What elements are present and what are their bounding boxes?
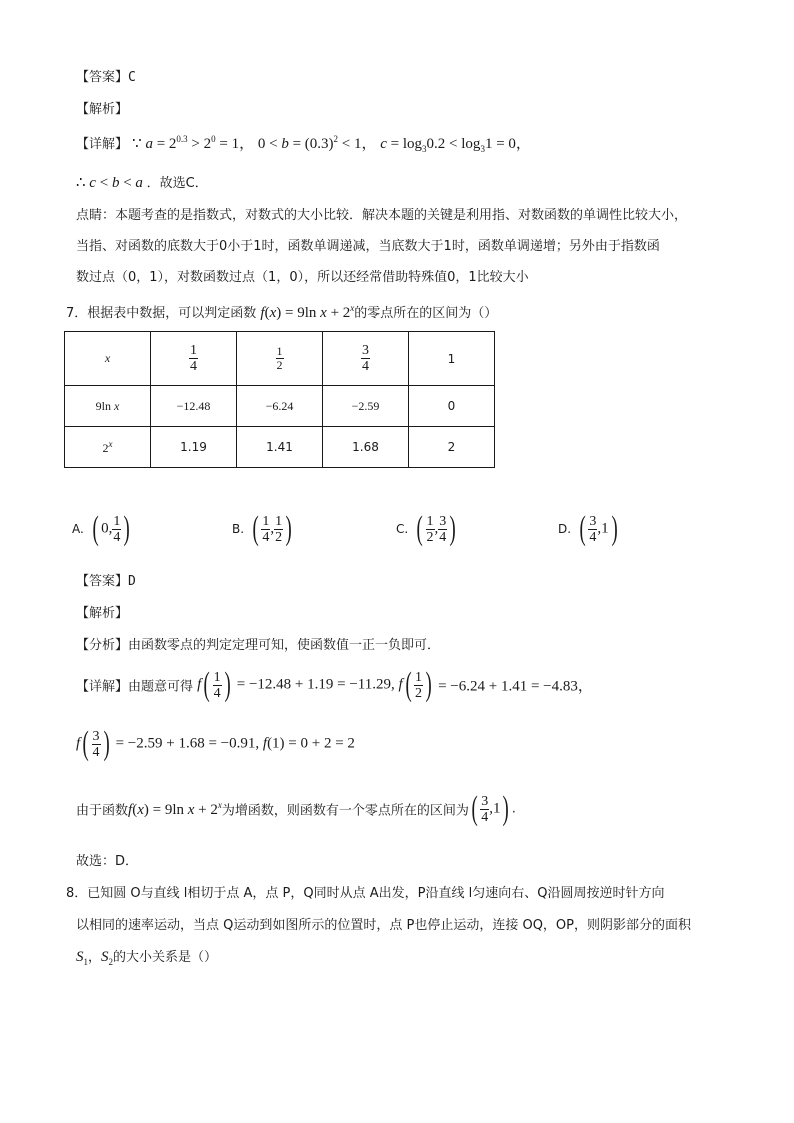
q7-detail-line-2: f( $\frac{3}{4}$ ) = −2.59 + 1.68 = −0.91, f(1) = 0 + 2 = 2: [76, 725, 355, 762]
cell-x-3: $\frac{3}{4}$: [323, 332, 409, 386]
table-row-x: [65, 332, 495, 386]
row-header-x: x: [65, 332, 151, 386]
detail-prefix: 由题意可得: [128, 679, 194, 695]
row-header-exp: 2$^x$: [65, 427, 151, 468]
option-c-label: C.: [396, 522, 409, 536]
analysis-sub-tag: 【分析】: [76, 638, 129, 653]
inc-prefix: 由于函数: [76, 803, 129, 819]
cell-exp-4: 2: [409, 427, 495, 468]
cell-exp-1: 1.19: [151, 427, 237, 468]
option-d[interactable]: D. ( $\frac{3}{4}$ ,1): [558, 510, 618, 547]
q8-line-3: $S_1$，$S_2$的大小关系是（）: [76, 949, 218, 967]
cell-exp-2: 1.41: [237, 427, 323, 468]
q6-detail: [76, 132, 531, 154]
q7-choose: 故选：D．: [76, 854, 139, 869]
q6-comment-line-3: 数过点（0，1），对数函数过点（1，0），所以还经常借助特殊值0，1比较大小: [76, 270, 529, 285]
cell-ln-4: 0: [409, 386, 495, 427]
detail-tag: 【详解】: [76, 679, 129, 695]
option-b-label: B.: [232, 522, 245, 536]
option-d-label: D.: [558, 522, 572, 536]
q8-line-1: 8．已知圆 O与直线 l相切于点 A，点 P，Q同时从点 A出发，P沿直线 l匀速向右、Q沿圆周按逆时针方向: [66, 886, 665, 901]
option-a[interactable]: A. ( 0, $\frac{1}{4}$ ): [72, 510, 131, 547]
answer-value: C: [128, 70, 136, 85]
q7-detail-line-1: 【详解】由题意可得 f( $\frac{1}{4}$ ) = −12.48 + 1.19 = −11.29, f( $\frac{1}{2}$ ) = −6.24 + 1.41 = −4.83，: [76, 666, 593, 703]
q6-comment-line-1: 点睛：本题考查的是指数式，对数式的大小比较．解决本题的关键是利用指、对数函数的单调性比较大小，: [76, 208, 688, 223]
q7-analysis-tag: 【解析】: [76, 606, 129, 621]
q7-stem-func: f(x) = 9ln $x + 2^x$: [260, 303, 355, 321]
cell-exp-3: 1.68: [323, 427, 409, 468]
q6-analysis-tag: 【解析】: [76, 102, 129, 117]
inc-middle: 为增函数，则函数有一个零点所在的区间为: [221, 803, 469, 819]
q7-stem-suffix: 的零点所在的区间为（）: [354, 306, 498, 321]
cell-x-1: $\frac{1}{4}$: [151, 332, 237, 386]
q7-analysis: [76, 634, 440, 653]
option-b[interactable]: B. ( $\frac{1}{4}$ , $\frac{1}{2}$ ): [232, 510, 292, 547]
cell-ln-2: −6.24: [237, 386, 323, 427]
value-table: [64, 331, 495, 468]
q6-answer: [76, 66, 136, 85]
q7-stem-prefix: 7．根据表中数据，可以判定函数: [66, 306, 257, 321]
q7-stem: [66, 302, 497, 322]
q6-comment-line-2: 当指、对函数的底数大于0小于1时，函数单调递减，当底数大于1时，函数单调递增；另外由于指数函: [76, 239, 660, 254]
q6-conclusion: ∴ c < b < a ．故选C．: [76, 175, 208, 191]
cell-ln-1: −12.48: [151, 386, 237, 427]
q8-line-2: 以相同的速率运动，当点 Q运动到如图所示的位置时，点 P也停止运动，连接 OQ，OP，则阴影部分的面积: [76, 918, 692, 933]
row-header-ln: 9ln x: [65, 386, 151, 427]
analysis-text: 由函数零点的判定定理可知，使函数值一正一负即可．: [128, 638, 441, 653]
detail-tag: 【详解】: [76, 137, 129, 152]
answer-tag: 【答案】: [76, 70, 129, 85]
cell-ln-3: −2.59: [323, 386, 409, 427]
table-row-ln: [65, 386, 495, 427]
answer-tag: 【答案】: [76, 574, 129, 589]
q7-increasing: 由于函数f(x) = 9ln $x + 2^x$为增函数，则函数有一个零点所在的区间为( $\frac{3}{4}$ ,1) .: [76, 790, 516, 827]
cell-x-4: 1: [409, 332, 495, 386]
option-a-label: A.: [72, 522, 84, 536]
q7-answer: [76, 570, 136, 589]
detail-formula: ∵ $a = 2^{0.3} > 2^0 = 1$， $0 < b = (0.3)^2 < 1$， $c = \log_30.2 < \log_31 = 0$，: [132, 134, 531, 154]
table-row-exp: [65, 427, 495, 468]
cell-x-2: $\frac{1}{2}$: [237, 332, 323, 386]
option-c[interactable]: C. ( $\frac{1}{2}$ , $\frac{3}{4}$ ): [396, 510, 457, 547]
answer-value: D: [128, 574, 136, 589]
